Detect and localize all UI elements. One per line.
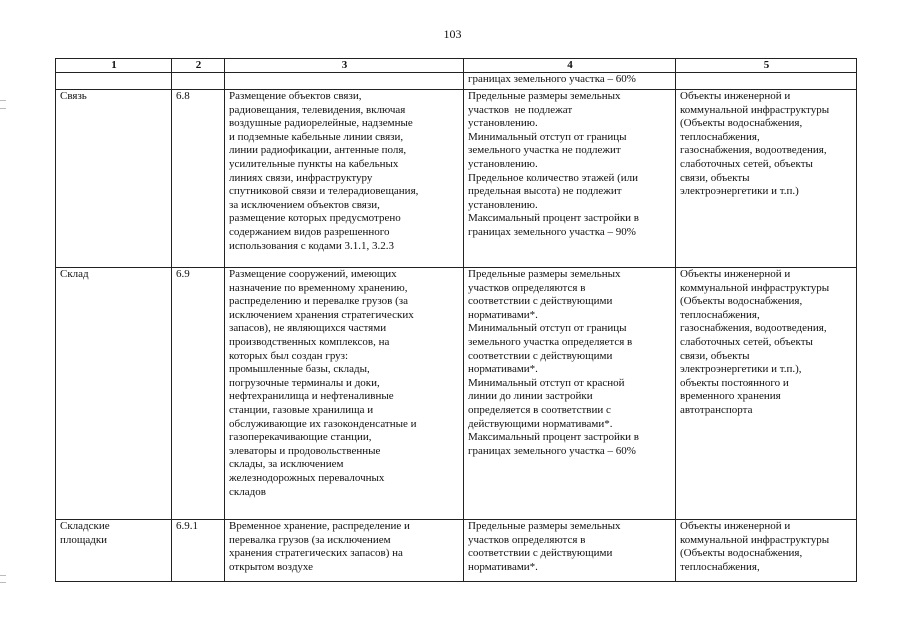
table-cell-parameters: [464, 90, 676, 268]
cell-text-line: Минимальный отступ от границы: [468, 130, 627, 143]
scan-edge-mark: [0, 100, 6, 101]
cell-text-line: (Объекты водоснабжения,: [680, 547, 803, 560]
cell-text-line: размещение которых предусмотрено: [229, 212, 401, 225]
use-name: Склад: [60, 268, 89, 280]
cell-text-line: Временное хранение, распределение и: [229, 520, 410, 532]
cell-text-line: газоснабжения, водоотведения,: [680, 144, 827, 157]
cell-text-line: соответствии с действующими: [468, 547, 613, 560]
cell-text-line: Предельные размеры земельных: [468, 520, 621, 532]
column-header: 4: [464, 59, 676, 73]
table-cell-auxiliary: [676, 520, 857, 582]
cell-text-line: элеваторы и продовольственные: [229, 444, 381, 457]
scan-edge-mark: [0, 575, 6, 576]
cell-text-line: участков определяются в: [468, 281, 586, 294]
cell-text-line: (Объекты водоснабжения,: [680, 295, 803, 308]
cell-text-line: нормативами*.: [468, 560, 538, 573]
column-header: 5: [676, 59, 857, 73]
cell-text-line: станции, газовые хранилища и: [229, 403, 374, 416]
cell-text-line: погрузочные терминалы и доки,: [229, 376, 380, 389]
cell-text-line: линиях связи, инфраструктуру: [229, 171, 373, 184]
cell-text-line: связи, объекты: [680, 171, 750, 184]
use-name: Связь: [60, 90, 87, 102]
table-cell-use-name: [56, 90, 172, 268]
cell-text-line: запасов), не являющихся частями: [229, 322, 387, 335]
table-cell-description: [225, 90, 464, 268]
cell-text-line: газоснабжения, водоотведения,: [680, 322, 827, 335]
cell-text-line: установлению.: [468, 157, 538, 170]
cell-text-line: которых был создан груз:: [229, 349, 349, 362]
cell-text-line: хранения стратегических запасов) на: [229, 547, 403, 560]
cell-text-line: коммунальной инфраструктуры: [680, 281, 830, 294]
cell-text-line: воздушные радиорелейные, надземные: [229, 117, 413, 130]
table-cell-code: [172, 90, 225, 268]
cell-text-line: нормативами*.: [468, 308, 538, 321]
table-cell-description: [225, 520, 464, 582]
cell-text-line: коммунальной инфраструктуры: [680, 533, 830, 546]
cell-text-line: предельная высота) не подлежит: [468, 185, 622, 198]
column-header: 1: [56, 59, 172, 73]
table-cell-description: [225, 268, 464, 520]
table-row: [56, 90, 857, 268]
cell-text-line: земельного участка определяется в: [468, 335, 633, 348]
cell-text-line: нормативами*.: [468, 363, 538, 376]
table-cell-code: [172, 520, 225, 582]
scan-edge-mark: [0, 108, 6, 109]
cell-text-line: земельного участка не подлежит: [468, 144, 621, 157]
zoning-table: [55, 58, 857, 582]
cell-text-line: установлению.: [468, 117, 538, 130]
cell-text-line: коммунальной инфраструктуры: [680, 103, 830, 116]
cell-text-line: границах земельного участка – 60%: [468, 73, 636, 85]
cell-text-line: исключением хранения стратегических: [229, 308, 414, 321]
cell-text-line: Предельное количество этажей (или: [468, 171, 639, 184]
cell-text-line: радиовещания, телевидения, включая: [229, 103, 406, 116]
column-header: 2: [172, 59, 225, 73]
table-row: [56, 268, 857, 520]
use-code: 6.9: [176, 268, 190, 280]
cell-text-line: (Объекты водоснабжения,: [680, 117, 803, 130]
table-cell-code: [172, 268, 225, 520]
cell-text-line: электроэнергетики и т.п.),: [680, 363, 802, 376]
table-cell-parameters: [464, 73, 676, 90]
cell-text-line: участков определяются в: [468, 533, 586, 546]
table-cell: [172, 73, 225, 90]
cell-text-line: соответствии с действующими: [468, 295, 613, 308]
table-cell: [56, 73, 172, 90]
cell-text-line: железнодорожных перевалочных: [229, 471, 385, 484]
cell-text-line: промышленные базы, склады,: [229, 363, 370, 376]
cell-text-line: установлению.: [468, 198, 538, 211]
cell-text-line: объекты постоянного и: [680, 376, 789, 389]
table-cell-use-name: [56, 520, 172, 582]
cell-text-line: линии до линии застройки: [468, 390, 593, 403]
cell-text-line: перевалка грузов (за исключением: [229, 533, 391, 546]
cell-text-line: открытом воздухе: [229, 560, 314, 573]
cell-text-line: автотранспорта: [680, 403, 753, 416]
cell-text-line: определяется в соответствии с: [468, 403, 611, 416]
cell-text-line: связи, объекты: [680, 349, 750, 362]
cell-text-line: Минимальный отступ от красной: [468, 376, 625, 389]
cell-text-line: обслуживающие их газоконденсатные и: [229, 417, 417, 430]
use-name: площадки: [60, 533, 108, 546]
cell-text-line: теплоснабжения,: [680, 560, 760, 573]
cell-text-line: границах земельного участка – 90%: [468, 225, 636, 238]
cell-text-line: спутниковой связи и телерадиовещания,: [229, 185, 419, 198]
cell-text-line: Минимальный отступ от границы: [468, 322, 627, 335]
cell-text-line: слаботочных сетей, объекты: [680, 157, 813, 170]
table-cell-parameters: [464, 268, 676, 520]
cell-text-line: участков не подлежат: [468, 103, 573, 116]
table-row-continuation: [56, 73, 857, 90]
cell-text-line: теплоснабжения,: [680, 130, 760, 143]
cell-text-line: электроэнергетики и т.п.): [680, 185, 799, 198]
table-cell: [225, 73, 464, 90]
table-row: [56, 520, 857, 582]
cell-text-line: газоперекачивающие станции,: [229, 431, 372, 444]
cell-text-line: нефтехранилища и нефтеналивные: [229, 390, 394, 403]
table-header-row: [56, 59, 857, 73]
page-number: 103: [443, 27, 462, 41]
cell-text-line: усилительные пункты на кабельных: [229, 157, 399, 170]
use-code: 6.9.1: [176, 520, 198, 532]
cell-text-line: содержанием видов разрешенного: [229, 225, 390, 238]
cell-text-line: слаботочных сетей, объекты: [680, 335, 813, 348]
use-code: 6.8: [176, 90, 190, 102]
cell-text-line: временного хранения: [680, 390, 781, 403]
use-name: Складские: [60, 520, 110, 532]
cell-text-line: склады, за исключением: [229, 458, 344, 471]
table-cell-auxiliary: [676, 268, 857, 520]
cell-text-line: использования с кодами 3.1.1, 3.2.3: [229, 239, 394, 252]
cell-text-line: Предельные размеры земельных: [468, 268, 621, 280]
cell-text-line: за исключением объектов связи,: [229, 198, 380, 211]
cell-text-line: действующими нормативами*.: [468, 417, 613, 430]
cell-text-line: Максимальный процент застройки в: [468, 212, 639, 225]
cell-text-line: границах земельного участка – 60%: [468, 444, 636, 457]
table-cell-use-name: [56, 268, 172, 520]
cell-text-line: Предельные размеры земельных: [468, 90, 621, 102]
scan-edge-mark: [0, 582, 6, 583]
cell-text-line: складов: [229, 485, 266, 498]
cell-text-line: распределению и перевалке грузов (за: [229, 295, 408, 308]
cell-text-line: линии радиофикации, антенные поля,: [229, 144, 407, 157]
table-cell: [676, 73, 857, 90]
cell-text-line: Объекты инженерной и: [680, 90, 791, 102]
cell-text-line: соответствии с действующими: [468, 349, 613, 362]
cell-text-line: Объекты инженерной и: [680, 268, 791, 280]
cell-text-line: производственных комплексов, на: [229, 335, 390, 348]
table-cell-auxiliary: [676, 90, 857, 268]
cell-text-line: Размещение объектов связи,: [229, 90, 362, 102]
cell-text-line: Объекты инженерной и: [680, 520, 791, 532]
cell-text-line: Максимальный процент застройки в: [468, 431, 639, 444]
cell-text-line: теплоснабжения,: [680, 308, 760, 321]
cell-text-line: назначение по временному хранению,: [229, 281, 408, 294]
table-cell-parameters: [464, 520, 676, 582]
column-header: 3: [225, 59, 464, 73]
cell-text-line: Размещение сооружений, имеющих: [229, 268, 397, 280]
cell-text-line: и подземные кабельные линии связи,: [229, 130, 404, 143]
